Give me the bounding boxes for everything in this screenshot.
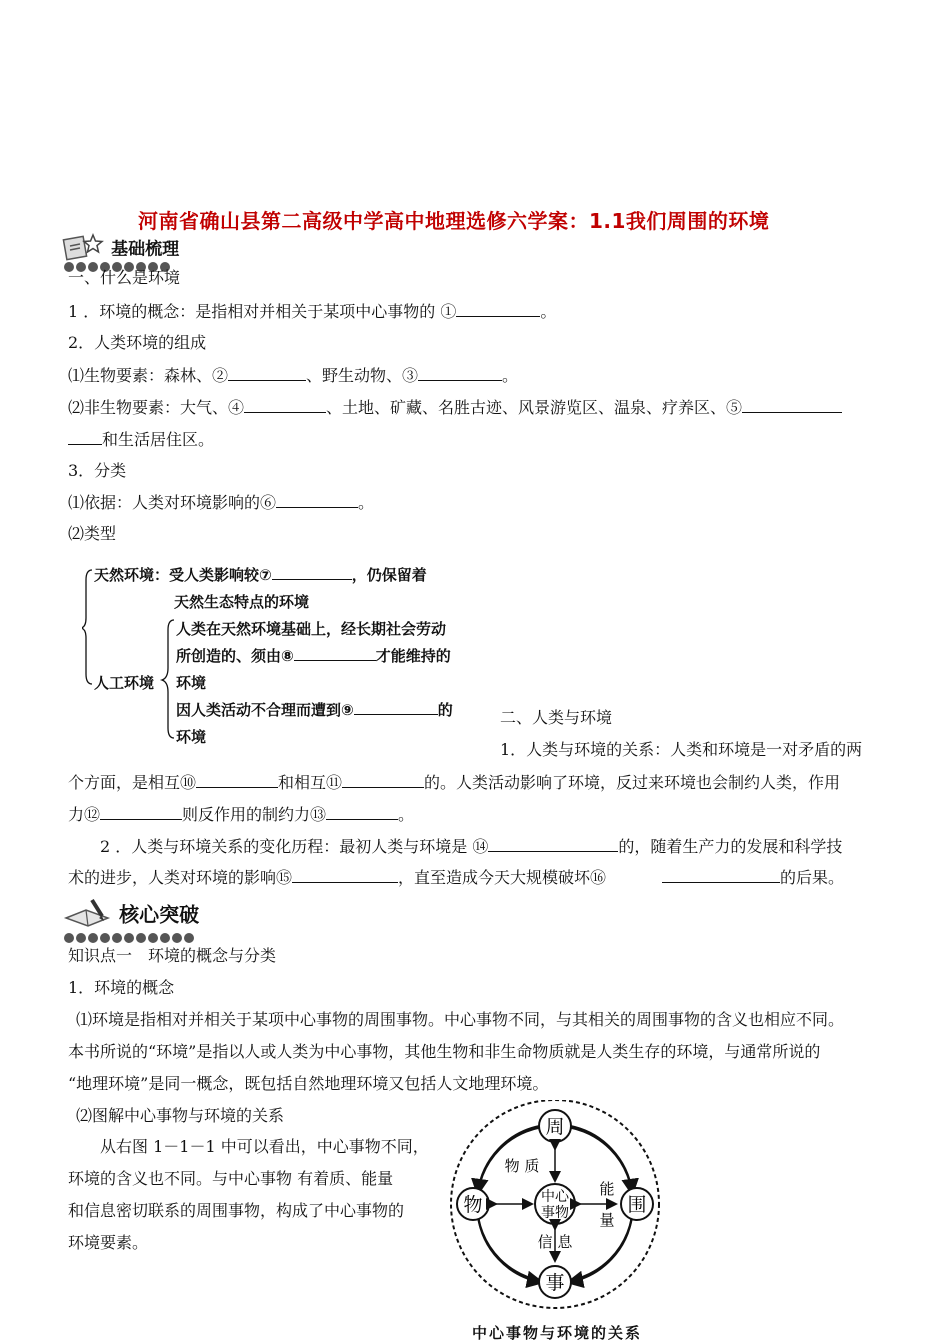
section-title: 核心突破 [119, 902, 200, 927]
blank-9[interactable] [354, 699, 438, 715]
heading-composition: 2．人类环境的组成 [68, 333, 207, 352]
label-left: 物 [463, 1194, 483, 1216]
section-dots [64, 928, 196, 947]
text-line: ⑴依据：人类对环境影响的⑥ 。 [68, 493, 375, 512]
text-line: 因人类活动不合理而遭到⑨ 的 [176, 701, 453, 719]
paragraph-line: ⑴环境是指相对并相关于某项中心事物的周围事物。中心事物不同，与其相关的周围事物的含义也相应不同。 [76, 1010, 845, 1029]
paragraph-line: 环境的含义也不同。与中心事物 有着质、能量 [68, 1169, 394, 1188]
label-top: 周 [545, 1116, 565, 1138]
blank-2[interactable] [228, 365, 306, 381]
text-line: 力⑫ 则反作用的制约力⑬ 。 [68, 805, 415, 824]
classification-braces [82, 560, 182, 746]
blank-14[interactable] [488, 836, 618, 852]
text-line: 环境 [176, 728, 207, 746]
diagram-caption: 中心事物与环境的关系 [472, 1324, 643, 1342]
text-line: ⑴生物要素：森林、② 、野生动物、③ 。 [68, 366, 519, 385]
paragraph-line: 和信息密切联系的周围事物，构成了中心事物的 [68, 1201, 405, 1220]
blank-12[interactable] [100, 804, 182, 820]
paragraph-line: “地理环境”是同一概念，既包括自然地理环境又包括人文地理环境。 [68, 1074, 549, 1093]
label-center-2: 事物 [541, 1205, 569, 1221]
heading-human-environment: 二、人类与环境 [500, 708, 613, 727]
text-line: ⑵类型 [68, 524, 117, 543]
blank-7[interactable] [272, 564, 352, 580]
subheading: 1．环境的概念 [68, 978, 175, 997]
label-bottom: 事 [545, 1272, 565, 1294]
text-line: 1 ．环境的概念：是指相对并相关于某项中心事物的 ① 。 [68, 302, 557, 321]
blank-11[interactable] [342, 772, 424, 788]
text-line: 术的进步，人类对环境的影响⑮ ，直至造成今天大规模破坏⑯ 的后果。 [68, 868, 845, 887]
text-line: 个方面，是相互⑩ 和相互⑪ 的。人类活动影响了环境，反过来环境也会制约人类，作用 [68, 773, 841, 792]
paragraph-line: 从右图 1－1－1 中可以看出，中心事物不同， [100, 1137, 429, 1156]
blank-10[interactable] [196, 772, 278, 788]
text-line: 1．人类与环境的关系：人类和环境是一对矛盾的两 [500, 740, 863, 759]
blank-6[interactable] [276, 492, 358, 508]
label-center-1: 中心 [541, 1189, 569, 1205]
text-line: ⑵非生物要素：大气、④ 、土地、矿藏、名胜古迹、风景游览区、温泉、疗养区、⑤ [68, 397, 842, 418]
blank-1[interactable] [456, 301, 540, 317]
label-info: 信 息 [537, 1233, 573, 1251]
heading-classification: 3．分类 [68, 461, 127, 480]
section-header-core [62, 896, 199, 930]
blank-3[interactable] [418, 365, 502, 381]
label-matter: 物 质 [504, 1157, 540, 1175]
label-energy-2: 量 [599, 1211, 615, 1229]
subheading: ⑵图解中心事物与环境的关系 [76, 1106, 285, 1125]
page-title: 河南省确山县第二高级中学高中地理选修六学案：1.1我们周围的环境 [138, 209, 770, 233]
label-right: 围 [627, 1194, 647, 1216]
text-line: 2 ．人类与环境关系的变化历程：最初人类与环境是 ⑭ 的，随着生产力的发展和科学技 [100, 837, 843, 856]
paragraph-line: 环境要素。 [68, 1233, 149, 1252]
text-line: 环境 [176, 674, 207, 692]
knowledge-point-title: 知识点一 环境的概念与分类 [68, 946, 277, 965]
section-title: 基础梳理 [111, 239, 180, 260]
blank-8[interactable] [294, 645, 376, 661]
heading-what-is-environment: 一、什么是环境 [68, 268, 181, 287]
blank-13[interactable] [326, 804, 398, 820]
text-line: 所创造的、须由⑧ 才能维持的 [176, 647, 451, 665]
label-energy-1: 能 [599, 1180, 615, 1198]
center-environment-diagram [440, 1100, 670, 1322]
blank-4[interactable] [244, 397, 326, 413]
text-line: 人类在天然环境基础上，经长期社会劳动 [176, 620, 447, 638]
text-line: 和生活居住区。 [68, 429, 214, 450]
blank-15[interactable] [292, 867, 398, 883]
blank-5[interactable] [742, 397, 842, 413]
text-line: 天然生态特点的环境 [174, 593, 310, 611]
paragraph-line: 本书所说的“环境”是指以人或人类为中心事物，其他生物和非生命物质就是人类生存的环境，与通常所说的 [68, 1042, 821, 1061]
natural-environment-line: 天然环境：受人类影响较⑦ ，仍保留着 [94, 566, 427, 584]
book-pencil-icon [62, 896, 114, 930]
artificial-environment-label: 人工环境 [94, 674, 155, 692]
blank-16[interactable] [662, 867, 780, 883]
